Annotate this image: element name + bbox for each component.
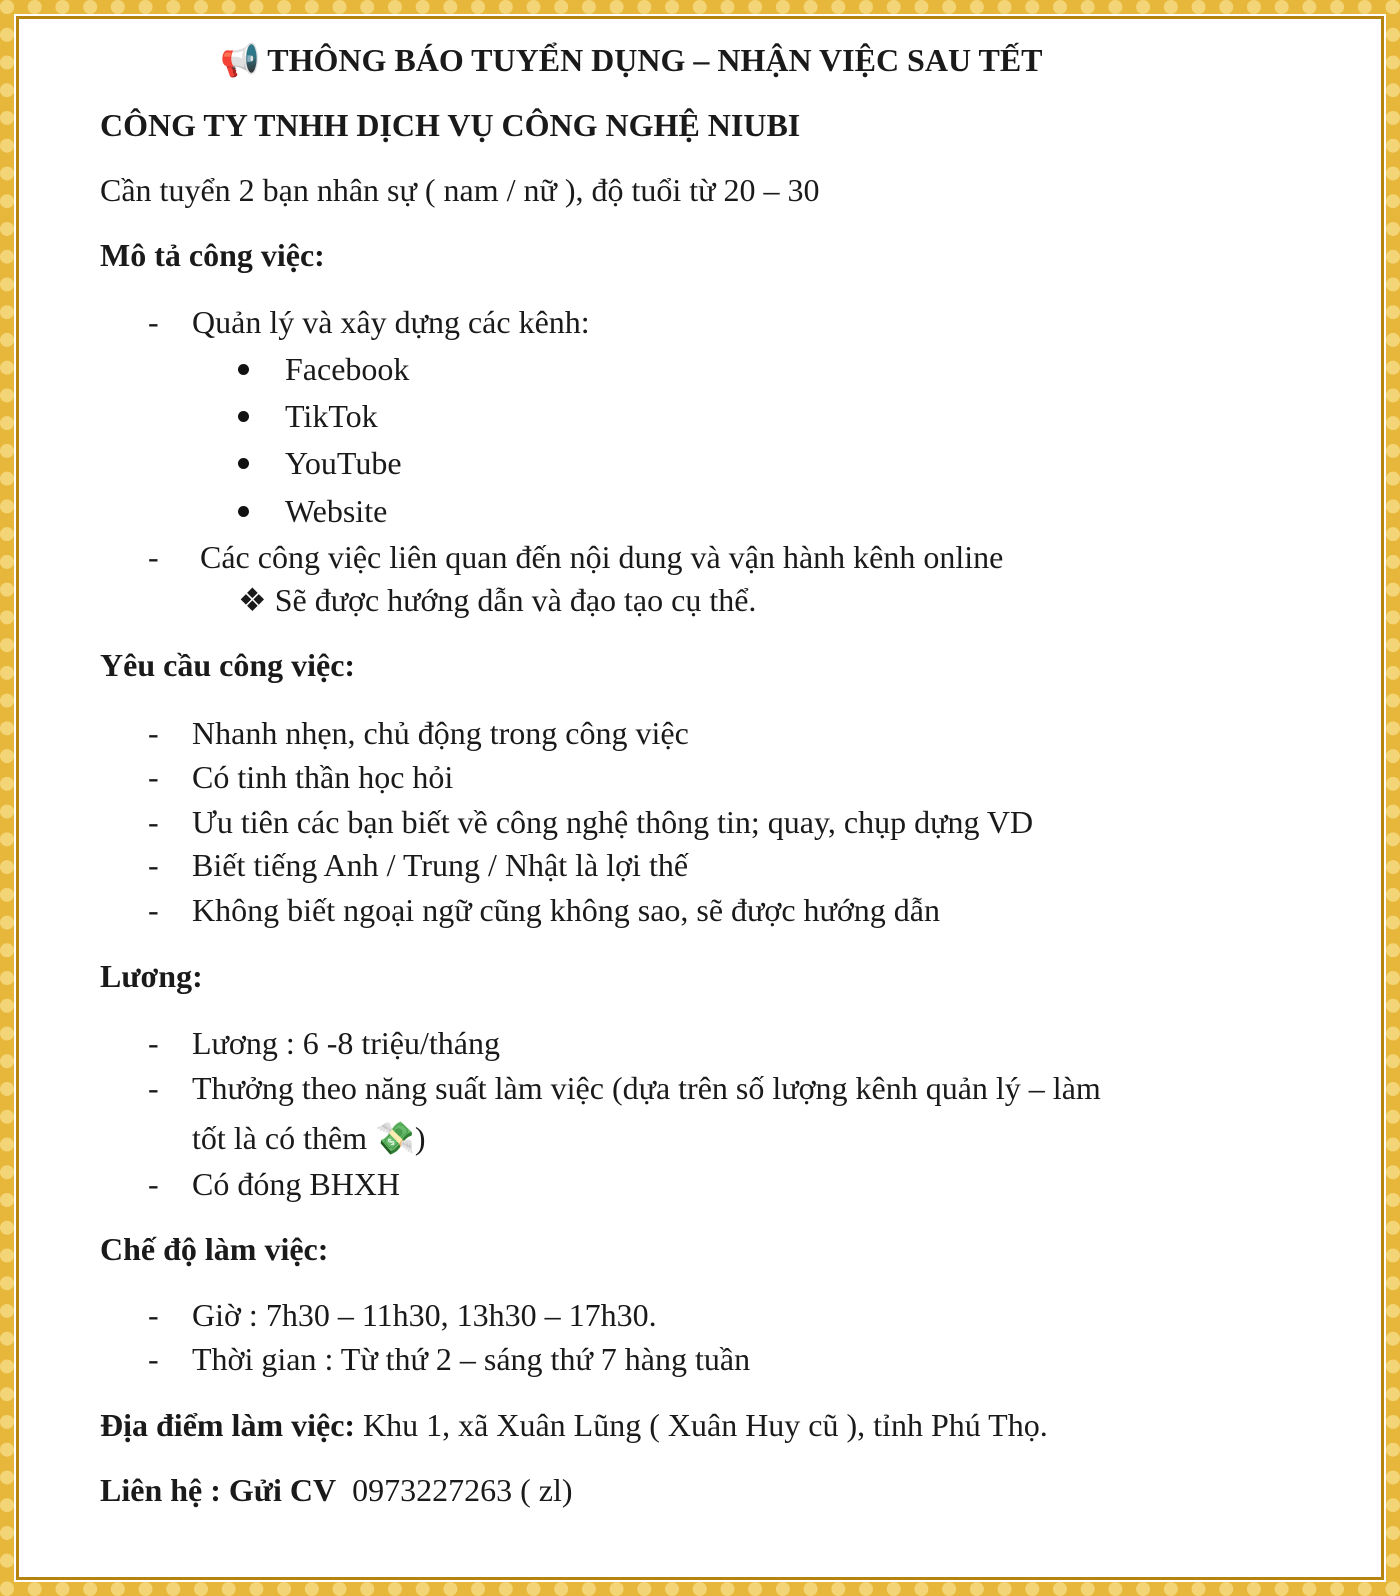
req-item: Không biết ngoại ngữ cũng không sao, sẽ được hướng dẫn: [192, 892, 940, 928]
intro-text: Cần tuyển 2 bạn nhân sự ( nam / nữ ), độ tuổi từ 20 – 30: [100, 172, 820, 208]
req-item: Nhanh nhẹn, chủ động trong công việc: [192, 715, 689, 751]
company-name: CÔNG TY TNHH DỊCH VỤ CÔNG NGHỆ NIUBI: [100, 107, 801, 143]
desc-item: Quản lý và xây dựng các kênh:: [192, 304, 590, 340]
salary-item-cont: tốt là có thêm 💸): [192, 1120, 426, 1156]
diamond-bullet-icon: ❖: [238, 582, 275, 618]
desc-heading: Mô tả công việc:: [100, 237, 325, 273]
salary-item: Có đóng BHXH: [192, 1166, 401, 1202]
bullet-icon: [238, 458, 249, 469]
schedule-item: Thời gian : Từ thứ 2 – sáng thứ 7 hàng tuần: [192, 1341, 751, 1377]
schedule-item: Giờ : 7h30 – 11h30, 13h30 – 17h30.: [192, 1297, 657, 1333]
location: Địa điểm làm việc: Khu 1, xã Xuân Lũng ( Xuân Huy cũ ), tỉnh Phú Thọ.: [100, 1407, 1048, 1443]
req-item: Ưu tiên các bạn biết về công nghệ thông tin; quay, chụp dựng VD: [192, 804, 1034, 840]
money-wings-icon: 💸: [375, 1120, 415, 1156]
salary-heading: Lương:: [100, 958, 203, 994]
req-item: Biết tiếng Anh / Trung / Nhật là lợi thế: [192, 847, 689, 883]
dash: -: [148, 1166, 159, 1202]
salary-item: Thưởng theo năng suất làm việc (dựa trên số lượng kênh quản lý – làm: [192, 1070, 1101, 1106]
dash: -: [148, 1297, 159, 1333]
dash: -: [148, 847, 159, 883]
dash: -: [148, 1341, 159, 1377]
desc-note: ❖ Sẽ được hướng dẫn và đạo tạo cụ thể.: [238, 582, 757, 618]
channel-item: YouTube: [285, 445, 402, 481]
schedule-heading: Chế độ làm việc:: [100, 1231, 329, 1267]
dash: -: [148, 892, 159, 928]
channel-item: TikTok: [285, 398, 378, 434]
req-heading: Yêu cầu công việc:: [100, 647, 356, 683]
channel-item: Website: [285, 493, 388, 529]
dash: -: [148, 715, 159, 751]
salary-item: Lương : 6 -8 triệu/tháng: [192, 1025, 500, 1061]
dash: -: [148, 304, 159, 340]
dash: -: [148, 804, 159, 840]
req-item: Có tinh thần học hỏi: [192, 759, 454, 795]
page-title: 📢 THÔNG BÁO TUYỂN DỤNG – NHẬN VIỆC SAU TẾT: [220, 42, 1043, 78]
dash: -: [148, 759, 159, 795]
bullet-icon: [238, 411, 249, 422]
dash: -: [148, 1025, 159, 1061]
bullet-icon: [238, 506, 249, 517]
bullet-icon: [238, 364, 249, 375]
contact: Liên hệ : Gửi CV 0973227263 ( zl): [100, 1472, 573, 1508]
megaphone-icon: 📢: [220, 42, 268, 78]
channel-item: Facebook: [285, 351, 410, 387]
dash: -: [148, 539, 159, 575]
dash: -: [148, 1070, 159, 1106]
desc-item: Các công việc liên quan đến nội dung và vận hành kênh online: [200, 539, 1004, 575]
